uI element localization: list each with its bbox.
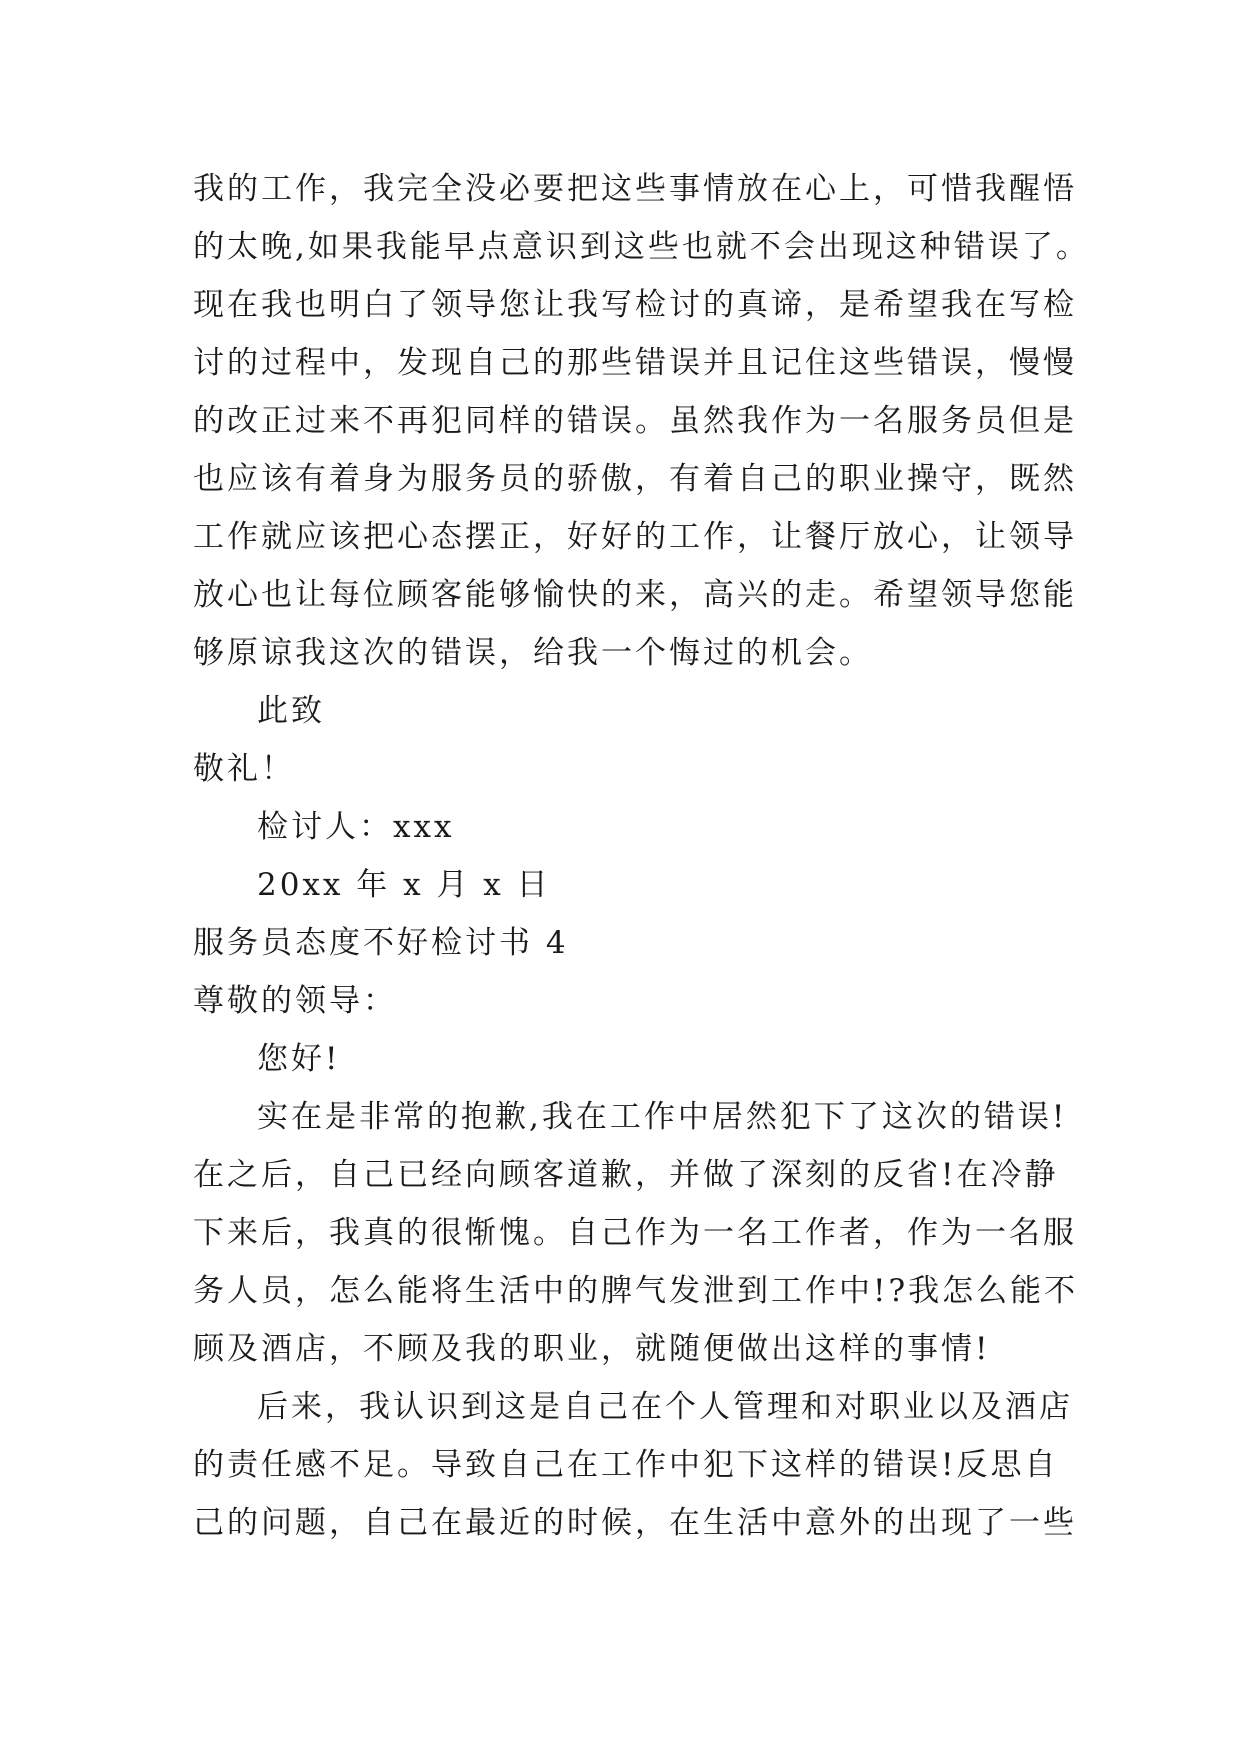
text-line: 的太晚,如果我能早点意识到这些也就不会出现这种错误了。 [193,229,1090,265]
text-line: 的责任感不足。导致自己在工作中犯下这样的错误!反思自 [193,1447,1059,1483]
text-line: 现在我也明白了领导您让我写检讨的真谛，是希望我在写检 [193,287,1077,323]
text-line: 讨的过程中，发现自己的那些错误并且记住这些错误，慢慢 [193,345,1077,381]
text-line: 的改正过来不再犯同样的错误。虽然我作为一名服务员但是 [193,403,1077,439]
text-line: 工作就应该把心态摆正，好好的工作，让餐厅放心，让领导 [193,519,1077,555]
text-line: 敬礼！ [193,751,295,787]
text-line: 我的工作，我完全没必要把这些事情放在心上，可惜我醒悟 [193,171,1077,207]
text-line: 也应该有着身为服务员的骄傲，有着自己的职业操守，既然 [193,461,1077,497]
text-line: 够原谅我这次的错误，给我一个悔过的机会。 [193,635,873,671]
text-line: 尊敬的领导： [193,983,397,1019]
text-line: 己的问题，自己在最近的时候，在生活中意外的出现了一些 [193,1505,1077,1541]
text-line: 此致 [257,693,325,729]
text-line: 您好! [257,1041,341,1077]
text-line: 在之后，自己已经向顾客道歉，并做了深刻的反省!在冷静 [193,1157,1059,1193]
document-body [193,160,1090,1552]
text-line: 服务员态度不好检讨书 4 [193,925,569,961]
text-line: 后来，我认识到这是自己在个人管理和对职业以及酒店 [257,1389,1073,1425]
text-line: 务人员，怎么能将生活中的脾气发泄到工作中!?我怎么能不 [193,1273,1079,1309]
text-line: 20xx 年 x 月 x 日 [257,867,551,903]
text-line: 顾及酒店，不顾及我的职业，就随便做出这样的事情! [193,1331,991,1367]
text-line: 检讨人：xxx [257,809,455,845]
text-line: 实在是非常的抱歉,我在工作中居然犯下了这次的错误! [257,1099,1068,1135]
text-line: 放心也让每位顾客能够愉快的来，高兴的走。希望领导您能 [193,577,1077,613]
text-line: 下来后，我真的很惭愧。自己作为一名工作者，作为一名服 [193,1215,1077,1251]
